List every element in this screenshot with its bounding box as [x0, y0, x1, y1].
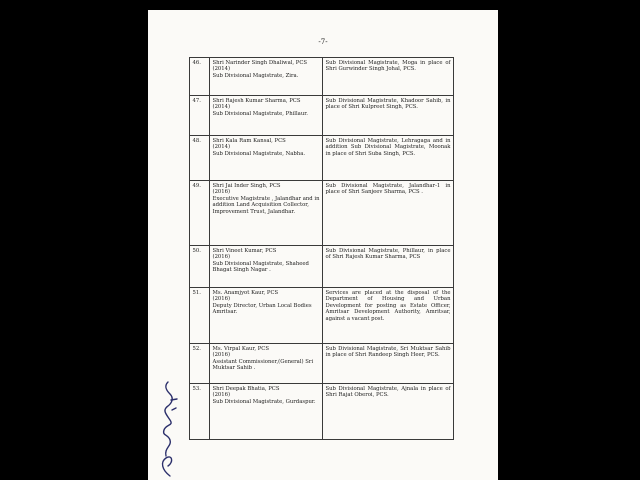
- new-posting: Sub Divisional Magistrate, Phillaur, in place of Shri Rajesh Kumar Sharma, PCS: [323, 246, 454, 288]
- table-row: [190, 344, 454, 384]
- current-post: Deputy Director, Urban Local Bodies Amritsar.: [212, 302, 312, 316]
- current-post: Sub Divisional Magistrate, Zira.: [212, 72, 299, 79]
- officer-name: Shri Jai Inder Singh, PCS: [212, 182, 281, 189]
- serial-number: 51.: [190, 288, 210, 344]
- officer-batch: (2016): [212, 189, 231, 196]
- signature-stroke: [163, 382, 177, 476]
- table-row: [190, 246, 454, 288]
- officer-cell: [210, 96, 323, 136]
- officer-batch: (2014): [212, 104, 231, 111]
- current-post: Sub Divisional Magistrate, Gurdaspur.: [212, 398, 316, 405]
- table-row: [190, 181, 454, 246]
- document-page: [148, 10, 498, 480]
- officer-batch: (2016): [212, 392, 231, 399]
- officer-name: Shri Narinder Singh Dhaliwal, PCS: [212, 59, 308, 66]
- current-post: Sub Divisional Magistrate, Shaheed Bhagat Singh Nagar .: [212, 260, 309, 274]
- officer-cell: [210, 246, 323, 288]
- officer-cell: [210, 384, 323, 440]
- officer-batch: (2014): [212, 66, 231, 73]
- serial-number: 46.: [190, 58, 210, 96]
- officer-name: Shri Deepak Bhatia, PCS: [212, 385, 280, 392]
- officer-batch: (2014): [212, 144, 231, 151]
- officer-name: Ms. Virpal Kaur, PCS: [212, 345, 269, 352]
- officer-cell: [210, 344, 323, 384]
- table-row: [190, 96, 454, 136]
- current-post: Sub Divisional Magistrate, Phillaur.: [212, 110, 308, 117]
- table-row: [190, 384, 454, 440]
- new-posting: Sub Divisional Magistrate, Ajnala in place of Shri Rajat Oberoi, PCS.: [323, 384, 454, 440]
- new-posting: Sub Divisional Magistrate, Sri Muktsar Sahib in place of Shri Randeep Singh Heer, PCS.: [323, 344, 454, 384]
- officer-name: Shri Vineet Kumar, PCS: [212, 247, 277, 254]
- serial-number: 49.: [190, 181, 210, 246]
- officer-batch: (2016): [212, 352, 231, 359]
- current-post: Assistant Commissioner,(General) Sri Muktsar Sahib .: [212, 358, 314, 372]
- table-row: [190, 288, 454, 344]
- officer-batch: (2016): [212, 296, 231, 303]
- table-row: [190, 58, 454, 96]
- new-posting: Sub Divisional Magistrate, Moga in place of Shri Gurwinder Singh Johal, PCS.: [323, 58, 454, 96]
- officer-cell: [210, 136, 323, 181]
- serial-number: 52.: [190, 344, 210, 384]
- officer-cell: [210, 181, 323, 246]
- serial-number: 47.: [190, 96, 210, 136]
- current-post: Sub Divisional Magistrate, Nabha.: [212, 150, 306, 157]
- officer-cell: [210, 288, 323, 344]
- serial-number: 48.: [190, 136, 210, 181]
- serial-number: 53.: [190, 384, 210, 440]
- table-row: [190, 136, 454, 181]
- handwritten-signature: [152, 370, 182, 480]
- officer-name: Shri Rajesh Kumar Sharma, PCS: [212, 97, 301, 104]
- posting-orders-table: [189, 57, 454, 440]
- officer-name: Ms. Anamjyot Kaur, PCS: [212, 289, 279, 296]
- new-posting: Services are placed at the disposal of the Department of Housing and Urban Development for posting as Estate Officer, Amritsar Development Authority, Amritsar, against a vacant post.: [323, 288, 454, 344]
- officer-name: Shri Kala Ram Kansal, PCS: [212, 137, 286, 144]
- officer-batch: (2016): [212, 254, 231, 261]
- new-posting: Sub Divisional Magistrate, Lehragaga and in addition Sub Divisional Magistrate, Moonak in place of Shri Suba Singh, PCS.: [323, 136, 454, 181]
- new-posting: Sub Divisional Magistrate, Khadoor Sahib, in place of Shri Kulpreet Singh, PCS.: [323, 96, 454, 136]
- officer-cell: [210, 58, 323, 96]
- new-posting: Sub Divisional Magistrate, Jalandhar-1 in place of Shri Sanjeev Sharma, PCS .: [323, 181, 454, 246]
- current-post: Executive Magistrate , Jalandhar and in addition Land Acquisition Collector, Improvement Trust, Jalandhar.: [212, 195, 320, 215]
- page-number: -7-: [318, 38, 328, 46]
- serial-number: 50.: [190, 246, 210, 288]
